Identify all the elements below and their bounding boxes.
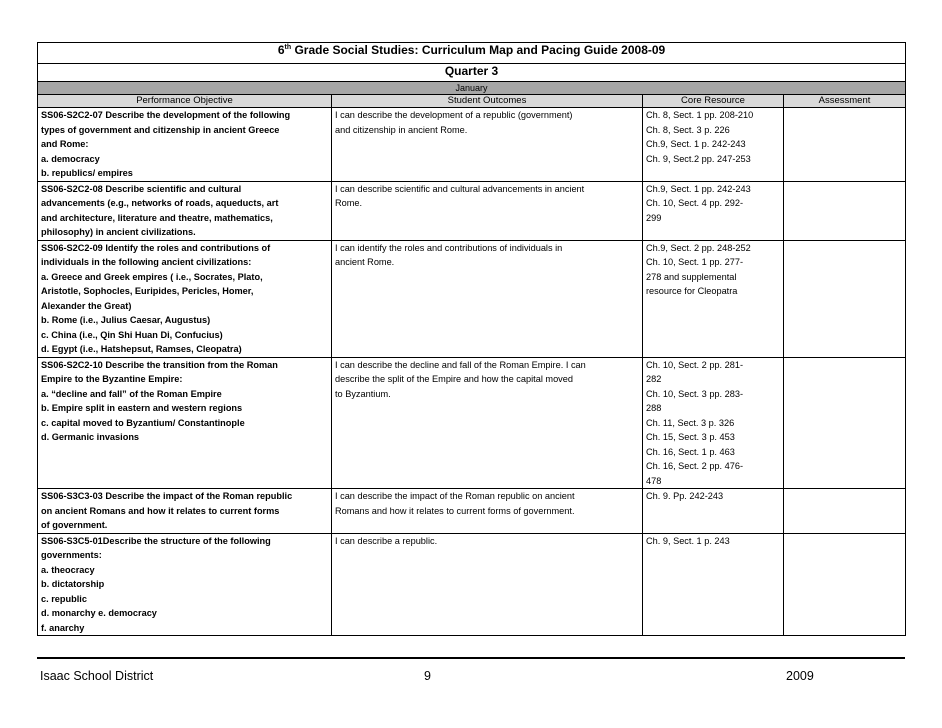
objective-line: SS06-S2C2-10 Describe the transition from the Roman xyxy=(41,359,278,370)
objective-cell xyxy=(38,533,332,636)
objective-line: SS06-S2C2-08 Describe scientific and cultural xyxy=(41,183,242,194)
resource-line: Ch.9, Sect. 1 pp. 242-243 xyxy=(646,183,751,194)
outcome-cell xyxy=(332,108,643,182)
objective-line: Empire to the Byzantine Empire: xyxy=(41,374,183,384)
column-header-row xyxy=(38,95,906,108)
objective-line: and architecture, literature and theatre, mathematics, xyxy=(41,212,273,223)
outcome-line: describe the split of the Empire and how the capital moved xyxy=(335,374,573,384)
objective-line: SS06-S3C3-03 Describe the impact of the Roman republic xyxy=(41,491,293,501)
resource-line: 478 xyxy=(646,475,662,486)
resource-line: Ch. 15, Sect. 3 p. 453 xyxy=(646,432,735,442)
resource-line: Ch. 10, Sect. 4 pp. 292- xyxy=(646,198,744,208)
title-grade-suffix: th xyxy=(284,44,292,51)
objective-line: individuals in the following ancient civilizations: xyxy=(41,257,252,267)
objective-line: d. monarchy e. democracy xyxy=(41,608,157,618)
resource-line: Ch. 16, Sect. 2 pp. 476- xyxy=(646,461,744,471)
resource-cell xyxy=(643,108,784,182)
assessment-cell xyxy=(784,489,906,534)
objective-cell xyxy=(38,357,332,489)
table-row xyxy=(38,357,906,489)
footer-year: 2009 xyxy=(786,669,814,683)
table-row xyxy=(38,108,906,182)
resource-line: Ch. 9. Pp. 242-243 xyxy=(646,491,724,501)
table-row xyxy=(38,533,906,636)
outcome-line: ancient Rome. xyxy=(335,257,395,267)
objective-line: d. Egypt (i.e., Hatshepsut, Ramses, Cleopatra) xyxy=(41,344,242,354)
outcome-line: I can describe scientific and cultural advancements in ancient xyxy=(335,183,585,194)
outcome-line: I can describe a republic. xyxy=(335,535,438,546)
resource-cell xyxy=(643,181,784,240)
objective-line: of government. xyxy=(41,520,108,530)
resource-cell xyxy=(643,533,784,636)
title-text: Grade Social Studies: Curriculum Map and Pacing Guide 2008-09 xyxy=(291,43,666,57)
objective-line: c. capital moved to Byzantium/ Constantinople xyxy=(41,417,245,428)
outcome-line: to Byzantium. xyxy=(335,388,391,399)
outcome-line: I can identify the roles and contributions of individuals in xyxy=(335,242,563,253)
objective-line: on ancient Romans and how it relates to current forms xyxy=(41,505,280,516)
resource-line: Ch. 9, Sect. 1 p. 243 xyxy=(646,535,730,546)
assessment-cell xyxy=(784,240,906,357)
outcome-line: and citizenship in ancient Rome. xyxy=(335,124,468,135)
outcome-cell xyxy=(332,533,643,636)
resource-line: 278 and supplemental xyxy=(646,271,737,282)
quarter-label: Quarter 3 xyxy=(38,64,906,82)
objective-line: SS06-S2C2-09 Identify the roles and contributions of xyxy=(41,242,271,253)
resource-cell xyxy=(643,357,784,489)
objective-line: Aristotle, Sophocles, Euripides, Pericles, Homer, xyxy=(41,286,254,296)
resource-line: 288 xyxy=(646,403,662,413)
objective-line: b. republics/ empires xyxy=(41,168,133,178)
footer-divider xyxy=(37,657,905,659)
outcome-line: I can describe the decline and fall of the Roman Empire. I can xyxy=(335,359,586,370)
footer-district: Isaac School District xyxy=(40,669,154,683)
outcome-line: Rome. xyxy=(335,198,363,208)
resource-line: Ch. 10, Sect. 1 pp. 277- xyxy=(646,257,744,267)
objective-line: f. anarchy xyxy=(41,622,85,633)
column-header-resource: Core Resource xyxy=(643,95,784,108)
objective-line: a. democracy xyxy=(41,153,100,164)
objective-line: b. Rome (i.e., Julius Caesar, Augustus) xyxy=(41,315,211,325)
curriculum-map xyxy=(37,42,905,636)
resource-line: 282 xyxy=(646,374,662,384)
resource-line: Ch. 8, Sect. 1 pp. 208-210 xyxy=(646,110,754,120)
footer xyxy=(0,669,942,687)
objective-line: a. “decline and fall” of the Roman Empire xyxy=(41,388,222,399)
title-row xyxy=(38,43,906,64)
resource-line: Ch. 8, Sect. 3 p. 226 xyxy=(646,124,730,135)
objective-line: types of government and citizenship in ancient Greece xyxy=(41,124,280,135)
objective-line: governments: xyxy=(41,550,102,560)
resource-cell xyxy=(643,240,784,357)
page-title xyxy=(38,43,906,64)
column-header-assessment: Assessment xyxy=(784,95,906,108)
objective-line: a. theocracy xyxy=(41,564,95,575)
objective-cell xyxy=(38,240,332,357)
outcome-line: I can describe the development of a republic (government) xyxy=(335,110,573,120)
column-header-objective: Performance Objective xyxy=(38,95,332,108)
objective-line: Alexander the Great) xyxy=(41,300,132,311)
table-row xyxy=(38,489,906,534)
resource-line: Ch. 11, Sect. 3 p. 326 xyxy=(646,417,735,428)
objective-cell xyxy=(38,181,332,240)
objective-line: SS06-S2C2-07 Describe the development of the following xyxy=(41,110,291,120)
assessment-cell xyxy=(784,533,906,636)
objective-line: and Rome: xyxy=(41,139,89,149)
outcome-cell xyxy=(332,240,643,357)
objective-line: c. China (i.e., Qin Shi Huan Di, Confucius) xyxy=(41,329,223,340)
footer-page-number: 9 xyxy=(424,669,431,683)
outcome-cell xyxy=(332,181,643,240)
objective-line: b. Empire split in eastern and western regions xyxy=(41,403,243,413)
outcome-line: Romans and how it relates to current forms of government. xyxy=(335,505,575,516)
title-grade: 6 xyxy=(277,43,285,57)
outcome-cell xyxy=(332,489,643,534)
month-label: January xyxy=(38,82,906,95)
objective-line: SS06-S3C5-01Describe the structure of the following xyxy=(41,535,271,546)
table-row xyxy=(38,181,906,240)
resource-line: Ch. 16, Sect. 1 p. 463 xyxy=(646,446,735,457)
curriculum-table xyxy=(37,42,906,636)
objective-cell xyxy=(38,108,332,182)
objective-cell xyxy=(38,489,332,534)
resource-line: Ch. 9, Sect.2 pp. 247-253 xyxy=(646,153,751,164)
resource-cell xyxy=(643,489,784,534)
objective-line: philosophy) in ancient civilizations. xyxy=(41,227,196,237)
resource-line: Ch. 10, Sect. 3 pp. 283- xyxy=(646,388,744,399)
objective-line: c. republic xyxy=(41,593,87,604)
month-row xyxy=(38,82,906,95)
objective-line: d. Germanic invasions xyxy=(41,432,140,442)
column-header-outcomes: Student Outcomes xyxy=(332,95,643,108)
objective-line: a. Greece and Greek empires ( i.e., Socrates, Plato, xyxy=(41,271,263,282)
objective-line: advancements (e.g., networks of roads, aqueducts, art xyxy=(41,198,279,208)
assessment-cell xyxy=(784,357,906,489)
resource-line: resource for Cleopatra xyxy=(646,286,738,296)
outcome-cell xyxy=(332,357,643,489)
resource-line: 299 xyxy=(646,212,662,223)
outcome-line: I can describe the impact of the Roman republic on ancient xyxy=(335,491,575,501)
resource-line: Ch. 10, Sect. 2 pp. 281- xyxy=(646,359,744,370)
assessment-cell xyxy=(784,181,906,240)
resource-line: Ch.9, Sect. 1 p. 242-243 xyxy=(646,139,746,149)
assessment-cell xyxy=(784,108,906,182)
table-row xyxy=(38,240,906,357)
quarter-row xyxy=(38,64,906,82)
resource-line: Ch.9, Sect. 2 pp. 248-252 xyxy=(646,242,751,253)
objective-line: b. dictatorship xyxy=(41,579,105,589)
